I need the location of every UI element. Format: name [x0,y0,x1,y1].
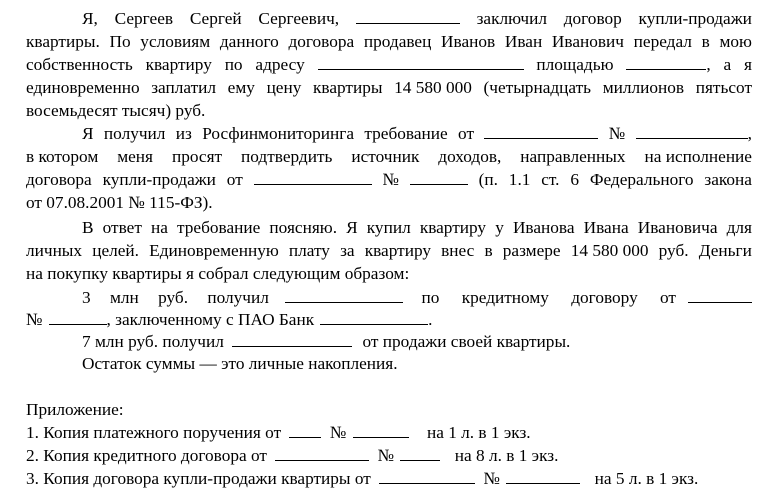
period: . [428,310,433,329]
word: собственность [26,55,133,74]
credit-contract-text: по кредитному договору от [421,288,676,307]
word: Федерального [589,170,694,189]
attachment-label: 2. Копия кредитного договора от [26,446,267,465]
word: условиям [140,32,211,51]
attachment-item-2 [26,445,752,467]
address-blank [318,54,524,70]
paragraph1-line1 [26,8,752,30]
contract-number-blank [410,169,468,185]
word: в [701,32,710,51]
area-blank [626,54,706,70]
word: для [726,218,752,237]
word: Иванов [441,32,496,51]
area-label: площадью [536,55,614,74]
word: получил [103,124,166,143]
word: квартиру [364,241,431,260]
paragraph2-line1 [26,123,752,145]
sale-amount-text: 7 млн руб. получил [82,332,224,351]
word: у [495,218,504,237]
number-sign: № [329,423,347,442]
word: (четырнадцать [483,78,592,97]
word: меня [117,147,154,166]
attachment-pages: на 5 л. в 1 экз. [594,469,699,488]
word: Единовременную [149,241,279,260]
word: личных [26,241,83,260]
paragraph3-line2 [26,240,752,262]
word: я [744,55,752,74]
word: ответ [102,218,142,237]
credit-number-blank [49,309,107,325]
word: заключил [476,9,547,28]
word: Иванович [551,32,624,51]
number-sign: № [483,469,500,488]
word: от [458,124,474,143]
attachment-date-blank [275,445,369,461]
word: квартиры [313,78,383,97]
request-date-blank [484,123,598,139]
word: источник [351,147,420,166]
word: 6 [570,170,579,189]
word: внес [441,241,475,260]
price-amount: 14 580 000 [394,78,472,97]
word: мою [719,32,752,51]
paragraph3-line1 [26,217,752,239]
word: плату [288,241,330,260]
attachment-date-blank [289,422,321,438]
word: закона [704,170,752,189]
paragraph1-line3 [26,54,752,76]
paragraph2-line4: от 07.08.2001 № 115-ФЗ). [26,193,213,212]
word: размере [502,241,561,260]
word: доходов, [438,147,502,166]
word: единовременно [26,78,140,97]
word: целей. [92,241,139,260]
word: Ивана [583,218,629,237]
sale-source-text: от продажи своей квартиры. [362,332,571,351]
word: Я [82,124,94,143]
number-sign: № [608,124,626,143]
word: в котором [26,147,99,166]
word: поясняю. [269,218,338,237]
number-sign: № [26,310,43,329]
attachment-pages: на 8 л. в 1 экз. [454,446,559,465]
word: требование [364,124,448,143]
credit-received-blank [285,287,403,303]
credit-date-blank [688,287,752,303]
paragraph2-line2 [26,146,752,168]
word: руб. [658,241,689,260]
item3-line: Остаток суммы — это личные накопления. [82,354,398,373]
word: купил [366,218,411,237]
word: купли-продажи [102,170,216,189]
word: цену [266,78,302,97]
item1-line2 [26,309,752,331]
word: от [226,170,243,189]
comma: , [747,124,752,143]
blank-field [356,8,460,24]
word: Я, [82,9,98,28]
word: а [723,55,732,74]
word: Росфинмониторинга [202,124,354,143]
attachments-heading: Приложение: [26,400,124,419]
word: Ивановича [637,218,718,237]
comma: , [706,55,711,74]
word: в [484,241,493,260]
word: просят [171,147,223,166]
word: купли-продажи [638,9,752,28]
word: 1.1 [508,170,531,189]
paragraph1-line4 [26,77,752,99]
word: данного [219,32,279,51]
bank-name-blank [320,309,428,325]
word: Сергей [189,9,242,28]
word: По [109,32,131,51]
word: на [151,218,168,237]
word: В [82,218,94,237]
word: направленных [520,147,626,166]
attachment-number-blank [353,422,409,438]
word: из [175,124,192,143]
word: подтвердить [241,147,333,166]
word: Я [346,218,358,237]
price-amount: 14 580 000 [570,241,649,260]
word: на исполнение [644,147,752,166]
word: квартиру [145,55,212,74]
word: квартиру [419,218,487,237]
word: по [224,55,243,74]
item2-line [26,331,752,353]
word: заплатил [151,78,217,97]
bank-text: , заключенному с ПАО Банк [106,310,315,329]
paragraph3-line3: на покупку квартиры я собрал следующим образом: [26,264,410,283]
word: адресу [255,55,305,74]
sale-received-blank [232,331,352,347]
item1-line1 [26,287,752,309]
paragraph1-line2 [26,31,752,53]
word: Сергеевич, [258,9,340,28]
attachment-label: 3. Копия договора купли-продажи квартиры от [26,469,371,488]
attachment-item-1 [26,422,752,444]
number-sign: № [377,446,395,465]
request-number-blank [636,123,748,139]
word: Деньги [698,241,752,260]
word: Иванова [512,218,575,237]
word: договор [563,9,622,28]
word: за [340,241,355,260]
attachment-date-blank [379,468,475,484]
contract-date-blank [254,169,372,185]
attachment-number-blank [400,445,440,461]
credit-amount-text: 3 млн руб. получил [82,288,269,307]
word: миллионов [602,78,685,97]
attachment-label: 1. Копия платежного поручения от [26,423,282,442]
attachment-number-blank [506,468,580,484]
word: квартиры. [26,32,100,51]
word: Иван [504,32,543,51]
paragraph1-line5: восемьдесят тысяч) руб. [26,101,206,120]
attachment-pages: на 1 л. в 1 экз. [426,423,531,442]
attachment-item-3 [26,468,752,490]
word: продавец [363,32,432,51]
paragraph2-line3 [26,169,752,191]
word: ст. [541,170,560,189]
word: передал [633,32,692,51]
number-sign: № [382,170,399,189]
word: пятьсот [695,78,752,97]
word: требование [177,218,261,237]
word: Сергеев [114,9,174,28]
word: договора [26,170,92,189]
word: договора [288,32,355,51]
word: ему [227,78,255,97]
word: (п. [478,170,498,189]
